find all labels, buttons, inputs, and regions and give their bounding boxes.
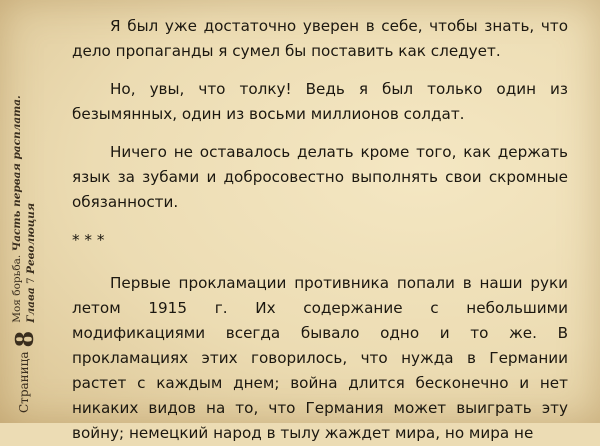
- chapter-number: 7: [25, 277, 37, 284]
- chapter-label: Глава: [25, 287, 37, 323]
- page-sidebar: [0, 0, 46, 423]
- page-label: Страница: [17, 351, 31, 413]
- chapter-line: [24, 95, 38, 322]
- sidebar-caption: [4, 3, 44, 423]
- paragraph-3: Ничего не оставалось делать кроме того, как держать язык за зубами и добросовестно выполнять свои скромные обязанности.: [72, 143, 568, 211]
- section-separator: * * *: [72, 231, 105, 249]
- book-title: Моя борьба.: [11, 254, 23, 323]
- paragraph-2: Но, увы, что толку! Ведь я был только один из безымянных, один из восьми миллионов солдат.: [72, 80, 568, 123]
- book-chapter-info: [10, 95, 38, 322]
- book-title-line: [10, 95, 24, 322]
- part-title: Часть первая расплата.: [11, 95, 23, 252]
- paragraph-1: Я был уже достаточно уверен в себе, чтобы знать, что дело пропаганды я сумел бы поставить как следует.: [72, 17, 568, 60]
- page-content: [72, 14, 568, 446]
- paragraph-4: Первые прокламации противника попали в наши руки летом 1915 г. Их содержание с небольшими модификациями всегда бывало одно и то же. В прокламациях этих говорилось, что нужда в Германии растет с каждым днем; война длится бесконечно и нет никаких видов на то, что Германия может выиграть эту войну; немецкий народ в тылу жаждет мира, но мира не: [72, 274, 568, 442]
- chapter-title: Революция: [25, 202, 37, 274]
- page-number: 8: [9, 330, 39, 348]
